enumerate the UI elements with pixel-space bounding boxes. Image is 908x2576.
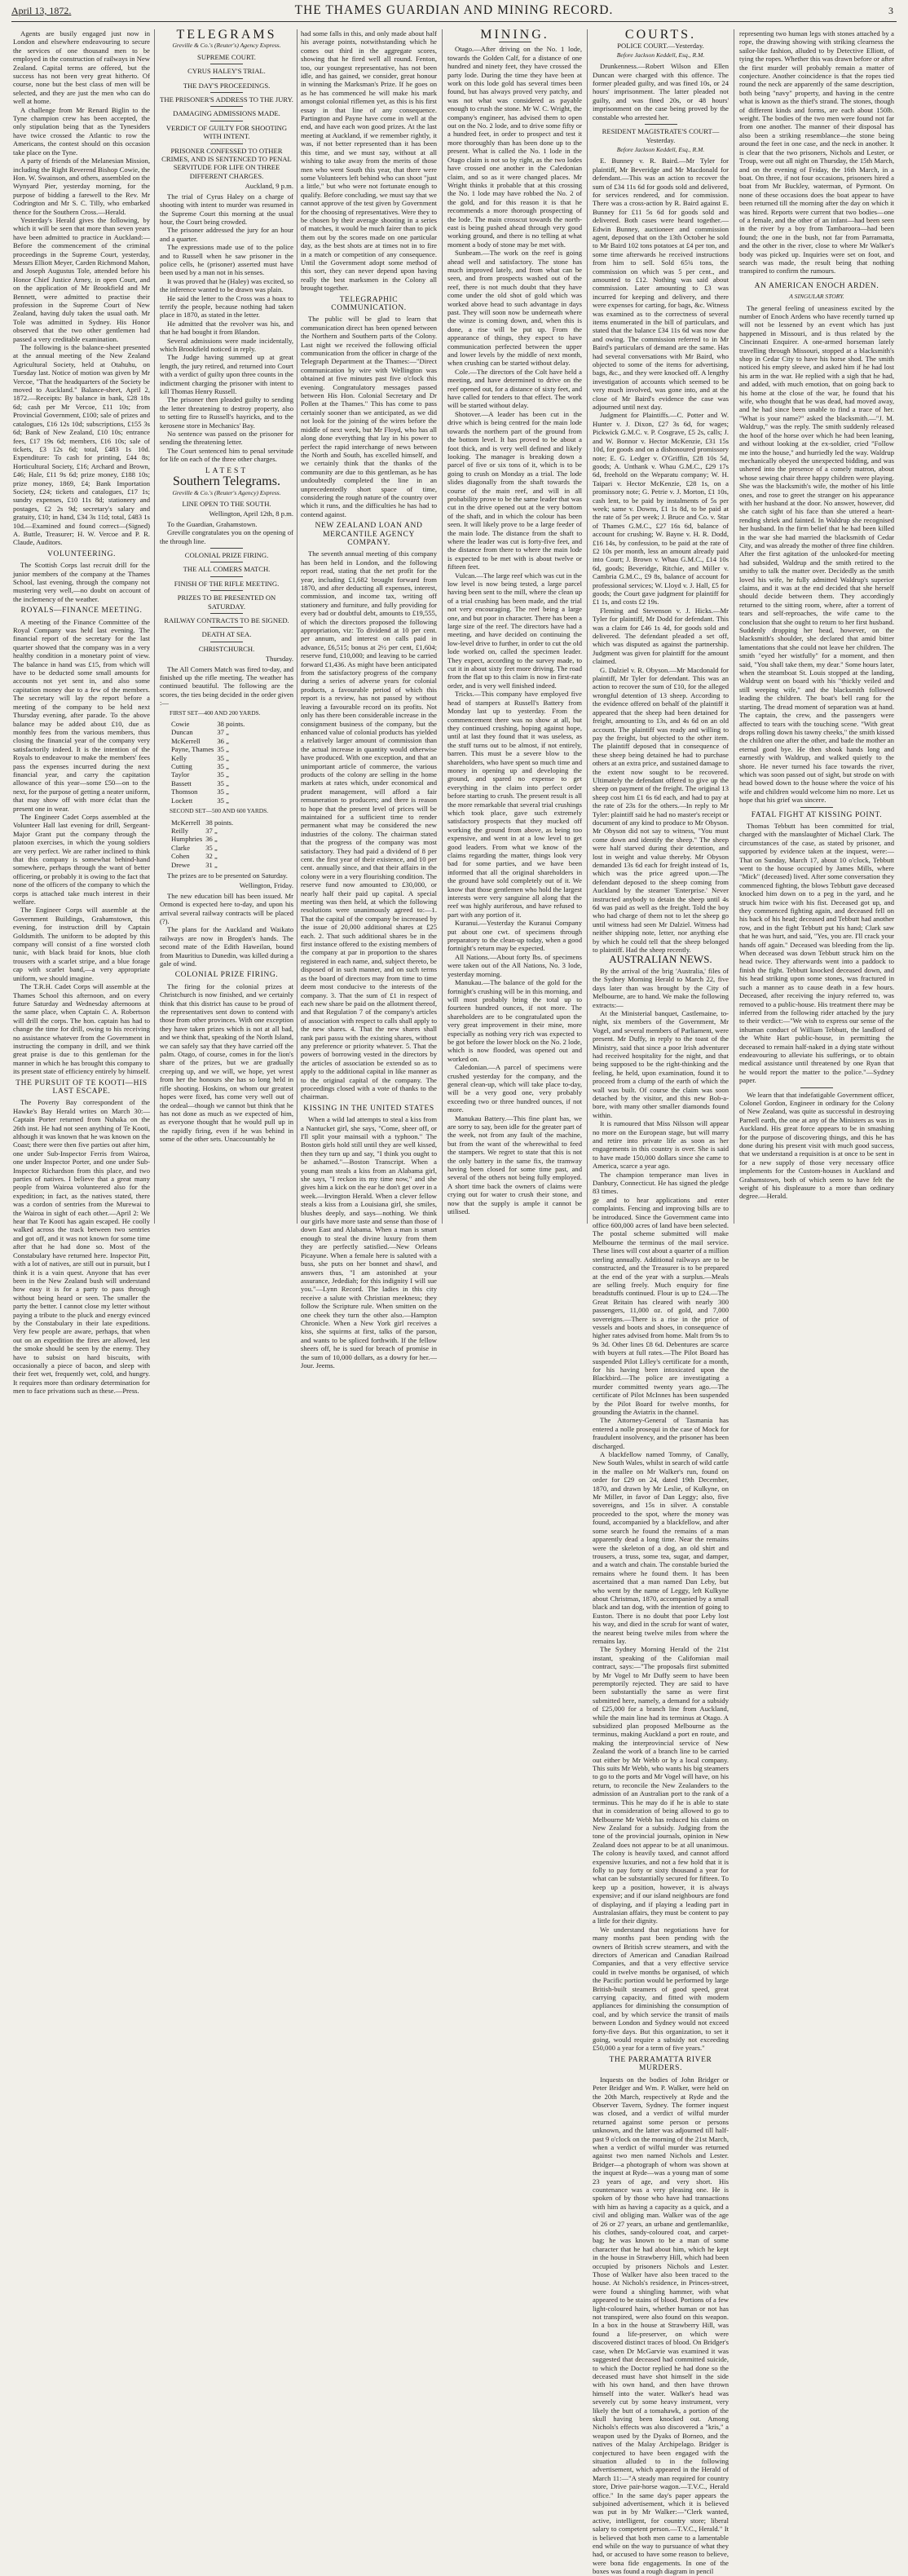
- subheading: CHRISTCHURCH.: [198, 644, 255, 653]
- shooter-name: McKerrell: [171, 818, 201, 827]
- subheading: THE ALL COMERS MATCH.: [183, 565, 271, 574]
- paragraph: The expressions made use of to the police and to Russell when he saw prisoner in the police cells, he (prisoner) asserted must have been used by a man not in his senses.: [160, 243, 293, 277]
- subheading: THE PRISONER'S ADDRESS TO THE JURY.: [160, 95, 293, 104]
- scores-table-first-set: [171, 720, 248, 805]
- paragraph: We learn that that indefatigable Government officer, Colonel Gordon, Engineer in ordinary for the Colony of New Zealand, was quite as successful in destroying Parnell earth, the one at any of the Ministers as was in Auckland. His great force appears to be in smashing for the purpose of discovering things, and this he has done during his present visit with much good success, that we understand a requisition is at once to be sent in for a new supply of those very necessary office implements for the Custom-houses in Auckland and Grahamstown, both of which seem to have felt the weight of his displeasure to a more than ordinary degree.—Herald.: [739, 1090, 894, 1201]
- paragraph: Manukau.—The balance of the gold for the fortnight's crushing will be in this morning, and will most probably bring the total up to fourteen hundred ounces, if not more. The shareholders are to be congratulated upon the very great improvement in their mine, more especially as nothing very rich was expected to be got before the lower block on the No. 2 lode, which is now flooded, was opened out and worked on.: [447, 978, 582, 1063]
- paragraph: Caledonian.—A parcel of specimens were crushed yesterday for the company, and the general clean-up, which will take place to-day, will be a very good one, very probably exceeding two or three hundred ounces, if not more.: [447, 1063, 582, 1114]
- subheading: VERDICT OF GUILTY FOR SHOOTING WITH INTENT.: [165, 123, 288, 141]
- short-rule: [210, 613, 243, 614]
- shooter-name: Kelly: [171, 753, 187, 762]
- paragraph: We understand that negotiations have for many months past been pending with the owners of British screw steamers, and with the directors of American and Canadian Railroad Companies, and that a very effective service could in twelve months be organised, of which the Pacific portion would be performed by large British-built steamers of good speed, great carrying capacity, and fitted with modern appliances for diminishing the consumption of coal, and by which service the transit of mails between London and Sydney would not exceed forty-five days. But this organization, to set it going, would require a subsidy not exceeding £50,000 a year for a term of five years.": [593, 1925, 729, 2053]
- shooter-score: 35 „: [217, 779, 229, 787]
- paragraph: Cole.—The directors of the Colt have held a meeting, and have determined to drive on the reef opened out, for a distance of sixty feet, and have called for tenders to that effect. The work will be started without delay.: [447, 367, 582, 410]
- paragraph: A party of friends of the Melanesian Mission, including the Right Reverend Bishop Cowie, the Hon. W. Swainson, and others, assembled on the Wynyard Pier, yesterday morning, for the purpose of bidding a farewell to the Rev. Mr Codrington and Mr S. C. Tilly, who embarked thence for the Southern Cross.—Herald.: [13, 157, 150, 216]
- short-rule: [210, 590, 243, 591]
- paragraph: The general feeling of uneasiness excited by the number of Enoch Ardens who have recently turned up will not be lessened by an event which has just happened in Missouri, and is thus related by the Cincinnati Enquirer. A one-armed horseman lately travelling through Missouri, stopped at a blacksmith's shop in Cedar City to have his horse shod. The smith noticed his empty sleeve, and asked him if he had lost his arm in the war. He replied with a sigh that he had, and added, with much emotion, that on going back to his home at the close of the war, he found that his wife, who thought that he was dead, had moved away, and he had since been unable to find a trace of her. "What is your name?" asked the blacksmith.—"J. M. Waldrup," was the reply. The smith suddenly released the hoof of the horse over which he had been leaning, and without looking at the ex-soldier, cried "Follow me into the house," and hurriedly led the way. Waldrup mechanically obeyed the unexpected bidding, and was ushered into the presence of a comely matron, about whose sewing chair three happy children were playing. She was the blacksmith's wife, the mother of his little ones, and rose to greet the stranger on his appearance with her husband at the door. No answer, however, did she catch sight of his face than she uttered a heart-rending shriek and fainted. In Waldrup she recognised her husband. In the firm belief that he had been killed in the war she had married the blacksmith of Cedar City, and was already the mother of three fine children. After the first agitation of the unlooked-for meeting had subsided, Waldrup and the smith retired to the smithy to talk the matter over. Decidedly as the smith loved his wife, he fully admitted Waldrup's superior claims, and it was at the end decided that she herself should decide between them. They accordingly returned to the sitting room, where, after a torrent of tears and self-reproaches, the wife came to the conclusion that she ought to return to her first husband. Suddenly dropping her head, however, on the blacksmith's shoulder, she declared that amid bitter lamentations that she could not leave her children. The smith "eyed her wistfully" for a moment, and then said, "You shall take them, my dear." Some hours later, when the steamboat St. Louis stopped at the landing, Waldrup went on board with his "thickly veiled and still weeping wife," and the blacksmith followed leading the children. The boat's bell rang for the starting. The dread moment of separation was at hand. The captain, the crew, and the passengers were affected to tears with the touching scene. "With great drops rolling down his tawny cheeks," the smith kissed the children one after the other, and bade the mother an eternal good bye. He then shook hands long and earnestly with Waldrup, and walked quietly to the shore. He never turned his face towards the river, which was soon passed out of sight, but strode on with head bowed down to the house where the voice of his wife and children would welcome him no more. Let us hope that his grief was sincere.: [739, 303, 894, 805]
- score-row: [171, 861, 236, 869]
- column-4: [447, 29, 582, 1224]
- paragraph: The following is the balance-sheet presented at the annual meeting of the New Zealand Agricultural Society, held at Otahuhu, on Tuesday last. Notice of motion was given by Mr Vercoe, "That the headquarters of the Society be moved to Auckland." Balance-sheet, April 2, 1872.—Receipts: By balance in bank, £28 18s 6d; cash per Mr Vercoe, £11 10s; from Provincial Government, £100; sale of prizes and catalogues, £16 12s 10d; subscriptions, £155 3s 6d; Bank of New Zealand, £10 10s; entrance fees, £17 19s 6d; members, £16 10s; sale of tickets, £3 12s 6d; total, £483 1s 10d. Expenditure: To cash for printing, £44 8s; Horticultural Society, £16; Archard and Brown, £46; Hale, £11 9s 6d; prize money, £188 10s; prize money, 1869, £4; Bank Importation Society, £24; tickets and catalogues, £17 1s; sundry expenses, £10 11s 8d; stationery and postages, £2 2s 9d; secretary's salary and gratuity, £10; in hand, £34 3s 11d; total, £483 1s 10d.—Examined and found correct—(Signed) A. Buttle, Treasurer; H. W. Vercoe and P. R. Claude, Auditors.: [13, 343, 150, 547]
- column-rule: [297, 29, 298, 1224]
- section-title-australian-news: AUSTRALIAN NEWS.: [609, 953, 712, 966]
- paragraph: A meeting of the Finance Committee of the Royal Company was held last evening. The financial report of the secretary for the last quarter showed that the company was in a very healthy condition in a monetary point of view. The balance in hand was £15, from which will have to be deducted some small amounts for accounts not yet sent in, and also some capitation money due to a few of the members. The secretary will lay the report before a meeting of the company to be held next Thursday evening, after parade. To the above balance may be added about £10, due as monthly fees from the various members, thus closing the financial year of the company very satisfactorily indeed. It is the intention of the Royals to endeavour to make the members' fees pass the expenses incurred during the next financial year, and carry the capitation allowance of this year—some £50—on to the next, for the purpose of getting a neater uniform, that may show off with more éclat than the present one in wear.: [13, 617, 150, 813]
- paragraph: Kuranui.—Yesterday the Kuranui Company put about one cwt. of specimens through preparatory to the clean-up today, when a good fortnight's return may be expected.: [447, 919, 582, 953]
- magistrate-line: Before Jackson Keddell, Esq., R.M.: [616, 51, 705, 59]
- paragraph: He admitted that the revolver was his, and that he had bought it from Blandon.: [160, 319, 293, 337]
- section-title-courts: COURTS.: [624, 28, 697, 42]
- paragraph: It is rumoured that Miss Nilsson will appear no more on the European stage, but will marry and retire into private life as soon as her engagements in this country is over. She is said to have made 150,000 dollars since she came to America, scarce a year ago.: [593, 1119, 729, 1171]
- column-rule: [154, 29, 155, 1224]
- shooter-name: Drewe: [171, 860, 190, 869]
- shooter-score: 37 „: [217, 728, 229, 737]
- paragraph: A blackfellow named Tommy, of Canally, New South Wales, whilst in search of wild cattle in the mallee on Mr Walker's run, found on order for £29 on 24, dated 19th December, 1870, and drawn by Mr Leslie, of Kulkyne, on Mr Miller, in favor of Dan Leggy; also, five sovereigns, and 15s in silver. A constable proceeded to the spot, where the money was found, accompanied by a blackfellow, and after some search he found the remains of a man apparently dead a long time. Near the remains were the skeleton of a dog, an old shirt and trousers, a truss, some tea, sugar, and damper, and a watch and chain. The constable buried the remains where he found them. It has been ascertained that a man named Dan Leby, but who went by the name of Leggy, left Kulkyne about Christmas, 1870, accompanied by a small black and tan dog, with the intention of going to Euston. There is no doubt that poor Leby lost his way, and died in the scrub for want of water, the nearest being twelve miles from where the remains lay.: [593, 1450, 729, 1645]
- score-row: [171, 818, 236, 827]
- paragraph: No sentence was passed on the prisoner for sending the threatening letter.: [160, 430, 293, 447]
- shooter-score: 35 „: [217, 796, 229, 805]
- agency-line: Greville & Co.'s (Reuter's Agency) Express.: [172, 488, 281, 496]
- paragraph: The public will be glad to learn that communication direct has been opened between the Northern and Southern parts of the Colony. Last night we received the following official communication from the officer in charge of the Telegraph Department at the Thames:—"Direct communication by wire with Wellington was obtained at five minutes past five o'clock this evening. Congratulatory messages passed between His Hon. Colonial Secretary and Dr Pollen at the Thames." This has come to pass certainly sooner than we anticipated, as we did not look for the joining of the wires before the middle of next week, but Mr Floyd, who has all along done everything that lay in his power to perfect the rapid interchange of news between the North and South, has excelled himself, and we certainly think that the thanks of the community are due to this gentleman, as he has undoubtedly completed the line in an unprecedentedly short space of time, considering the rough nature of the country over which it runs, and the difficulties he has had to contend against.: [301, 315, 437, 518]
- shooter-name: Reilly: [171, 826, 189, 835]
- paragraph: The firing for the colonial prizes at Christchurch is now finished, and we certainly think that this district has cause to be proud of the representatives sent down to contend with those from other provinces. With one exception they have taken prizes which is not at all bad, and we think that, speaking of the North Island, we can safely say that they have carried off the palm. Otago, of course, comes in for the lion's share of the prizes, but we are gradually creeping up, and we will, we hope, yet wrest from her the honours she has so long held in rifle shooting. Hoskins, on whom our greatest hopes were fixed, has come very well out of the ordeal—though we cannot but think that he has not done as much as we expected of him, as everyone thought that he would pull up in the rapidly firing, even if he was behind in some of the other sets. Unaccountably he: [160, 981, 293, 1144]
- shooter-name: Bassett: [171, 779, 192, 787]
- shooter-score: 35 „: [205, 843, 218, 852]
- short-rule: [210, 92, 243, 93]
- paragraph: The Engineer Cadet Corps assembled at the Volunteer Hall last evening for drill, Sergeant-Major Grant put the company through the platoon exercises, in which the young soldiers are very perfect. We are rather inclined to think that this company is somewhat behind-hand somewhere, perhaps through the want of better officering, or probably it is owing to the fact that none of the officers of the company to which the corps is attached take much interest in their welfare.: [13, 812, 150, 906]
- dateline: Auckland, 9 p.m.: [245, 182, 293, 191]
- paragraph: The trial of Cyrus Haley on a charge of shooting with intent to murder was resumed in the Supreme Court this morning at the usual hour, the Court being crowded.: [160, 192, 293, 226]
- magistrate-line: Before Jackson Keddell, Esq., R.M.: [616, 145, 705, 153]
- column-3: [301, 29, 437, 1370]
- paragraph: Fleming and Stevenson v. J. Hicks.—Mr Tyler for plaintiff, Mr Dodd for defendant. This was a claim for £46 1s 4d, for goods sold and delivered. The defendant pleaded a set off, which was disputed as against the partnership. Judgment was given for plaintiff for the amount claimed.: [593, 606, 729, 666]
- score-row: [171, 745, 248, 753]
- page-number: 3: [888, 5, 893, 16]
- subheading: SUPREME COURT.: [197, 52, 256, 61]
- column-rule: [587, 29, 588, 1224]
- short-rule: [210, 78, 243, 79]
- paragraph: Sunbeam.—The work on the reef is going ahead well and satisfactory. The stone has much improved lately, and from what can be seen, and from prospects washed out of the reef, there is not much doubt that they have come under the old shot of gold which was worked above head to such advantage in days past. They will soon now be underneath where the winze is coming down, and, when this is done, a rise will be put up. From the appearance of things, they expect to have communication perfected between the upper and lower levels by the middle of next month, when crushing can be started without delay.: [447, 249, 582, 368]
- dateline: Wellington, Friday.: [239, 881, 293, 890]
- paragraph: The Engineer Corps will assemble at the Government Buildings, Grahamstown, this evening, for instruction drill by Captain Goldsmith. The uniform to be adopted by this company will consist of a fine worsted cloth tunic, with black braid for knots, blue cloth trousers with a scarlet stripe, and a blue forage cap with scarlet band,—a very appropriate uniform, we should imagine.: [13, 906, 150, 982]
- shooter-score: 35 „: [217, 753, 229, 762]
- paragraph: The champion temperance man lives in Danbury, Connecticut. He has signed the pledge 83 times.: [593, 1170, 729, 1196]
- paragraph: It was proved that he (Haley) was excited, so the inference wanted to be drawn was plain.: [160, 276, 293, 294]
- section-title-southern-telegrams: Southern Telegrams.: [173, 474, 280, 489]
- subheading: RAILWAY CONTRACTS TO BE SIGNED.: [164, 615, 289, 624]
- score-row: [171, 737, 248, 745]
- paragraph: The Poverty Bay correspondent of the Hawke's Bay Herald writes on March 30:—Captain Porter returned from Nuhaka on the 26th inst. He had not seen anything of Te Kooti, although it was known that he was known on the Coast; there were then five parties out after him, one under Sub-Inspector Ferris from Wairoa, one under Inspector Porter, and one under Sub-Inspector Richardson from this place, and two parties of natives. I believe that a great many people from Wairoa volunteered also for the expedition; in fact, as the natives stated, there was a cordon of sentries from the Murewai to the Wairoa in sight of each other.—April 2: We hear that Te Kooti has again escaped. He coolly walked across the track between two sentries and got off, and it was not known for some time after that he had done so. Most of the Constabulary have returned here. Inspector Pitt, with a lot of natives, are still out in pursuit, but I think it is a vain quest. Anyone that has ever been in the New Zealand bush will understand how easy it is for a party to pass through without being heard or seen. The smaller the party the better. I cannot close my letter without paying a tribute to the pluck and energy evinced by the Constabulary in their late expeditions. Very few people are aware, perhaps, that when out on an expedition the fires are allowed, lest the smoke should be seen by the enemy. They have to subsist on hard biscuits, with occasionally a piece of bacon, and sleep with their feet wet, frequently wet, cold, and hungry. It requires more than ordinary determination for men to face privations such as these.—Press.: [13, 1098, 150, 1396]
- shooter-name: Humphries: [171, 835, 203, 844]
- short-rule: [800, 278, 833, 279]
- column-1: [13, 29, 150, 1396]
- paragraph: The Scottish Corps last recruit drill for the junior members of the company at the Thames School, last evening, through the company not mustering very well,—no doubt on account of the inclemency of the weather.: [13, 561, 150, 603]
- dateline: Thursday.: [265, 655, 293, 664]
- paragraph: Vulcan.—The large reef which was cut in the low level is now being tested, a large parcel having been sent to the mill, where the clean up of a trial crushing has been made, and the trial not very encouraging. The reef being a large one, and but poor in character. There has been a large size of the reef. The directors have had a meeting, and have decided on continuing the low-level drive to further, in order to cut the old lode worked on, called the specimen leader. They expect, according to the survey made, to cut it in about sixty feet more driving. The road from the flat up to this claim is now in first-rate order, and is very well finished indeed.: [447, 571, 582, 690]
- dateline: Wellington, April 12th, 8 p.m.: [209, 509, 293, 518]
- shooter-name: Thomson: [171, 787, 198, 796]
- shooter-name: Cohen: [171, 852, 190, 861]
- section-heading: AN AMERICAN ENOCH ARDEN.: [754, 281, 879, 290]
- shooter-score: 35 „: [217, 770, 229, 779]
- shooter-score: 38 points.: [205, 818, 234, 827]
- score-row: [171, 762, 248, 770]
- shooter-name: Duncan: [171, 728, 193, 737]
- score-row: [171, 844, 236, 852]
- scores-heading: FIRST SET—400 AND 200 YARDS.: [170, 708, 261, 717]
- score-row: [171, 852, 236, 860]
- issue-date: April 13, 1872.: [11, 5, 72, 16]
- shooter-score: 36 „: [217, 736, 229, 745]
- subheading: DAMAGING ADMISSIONS MADE.: [173, 109, 280, 118]
- section-heading: LATEST: [205, 466, 249, 475]
- paragraph: The T.R.H. Cadet Corps will assemble at the Thames School this afternoon, and on every future Saturday and Wednesday afternoons at the same place, when Captain C. A. Robertson will drill the corps. The hon. captain has had to change the time for drill, owing to his receiving no assistance whatever from the Government in instructing the company in drill, and we think great praise is due to this gentleman for the manner in which he has brought this company to its present state of efficiency entirely by himself.: [13, 982, 150, 1076]
- column-6: [739, 29, 894, 1224]
- score-row: [171, 835, 236, 843]
- section-heading: NEW ZEALAND LOAN AND MERCANTILE AGENCY COMPANY.: [315, 522, 423, 547]
- section-heading: TELEGRAPHIC COMMUNICATION.: [331, 295, 407, 312]
- paragraph: G. Dalziel v. R. Obyson.—Mr Macdonald for plaintiff, Mr Tyler for defendant. This was an action to recover the sum of £10, for the alleged wrongful detention of 13 sheep. According to the evidence offered on behalf of the plaintiff it appeared that the sheep had been detained for freight, amounting to 13s, and 4s 6d on an old account. The plaintiff was ready and willing to pay the freight, but objected to the other item. The plaintiff deposed that in consequence of these sheep being detained he had to purchase others at an extra price, and sustained damage to the extent now sought to be recovered. Ultimately the defendant offered to give up the sheep on payment of the freight. The original 13 sheep cost him £1 6s 6d each, and had to pay at the rate of 23s for the others.—In reply to Mr Tyler: plaintiff said he had no master's receipt or document of any kind to produce to Mr Obyson. Mr Obyson did not say to witness, "You must come down and identify the sheep." The sheep were half starved during their detention, and lost in weight and value thereby. Mr Obyson demanded 13s 6d each for freight instead of 1s, which was the price agreed upon.—The defendant deposed to the sheep coming from Auckland by the steamer 'Enterprise.' Never instructed anybody to detain the sheep until 4s 6d was paid as well as the freight. Told the boy who had charge of them not to let the sheep go until witness had seen Mr Dalziel. Witness had neither shipping note, letter, nor anything else by which he could tell that the sheep belonged to plaintiff. Had the sheep recently.: [593, 665, 729, 955]
- subheading: PRISONER CONFESSED TO OTHER CRIMES, AND IS SENTENCED TO PENAL SERVITUDE FOR LIFE ON THREE DIFFERENT CHARGES.: [161, 146, 292, 180]
- shooter-score: 37 „: [205, 826, 218, 835]
- section-heading: ROYALS—FINANCE MEETING.: [20, 607, 143, 615]
- paragraph: Yesterday's Herald gives the following, by which it will be seen that more than seven years have been admitted to practice in Auckland:—Before the commencement of the criminal proceedings in the Supreme Court, yesterday, Messrs Elliott Meyer, Carden Richmond Mahon, and Joseph Augustus Tole, attended before his Honor Chief Justice Arney, in open Court, and on the application of Mr Brookfield and Mr Bennett, were admitted to practise their profession in the Supreme Court of New Zealand, having duly taken the usual oath. Mr Tole was admitted in Sydney. His Honor observed that the two other gentlemen had passed a very creditable examination.: [13, 215, 150, 343]
- score-row: [171, 728, 248, 736]
- paragraph: When a wild lad attempts to steal a kiss from a Nantucket girl, she says, "Come, sheer off, or I'll split your mainsail with a typhoon." The Boston girls hold still until they are well kissed, then they turn up and say, "I think you ought to be ashamed."—Boston Transcript. When a young man steals a kiss from an Alabama girl, she says, "I reckon its my time now," and she gives him a kick on the ear he don't get over in a week.—Irvington Herald. When a clever fellow steals a kiss from a Louisiana girl, she smiles, blushes deeply, and says—nothing. We think our girls have more taste and sense than those of down East and Alabama. When a man is smart enough to steal the divine luxury from them they are perfectly satisfied.—New Orleans Picayune. When a female here is saluted with a buss, she puts on her bonnet and shawl, and answers thus, "I am astonished at your assurance, Jedediah; for this indignity I will sue you."—Lynn Record. The ladies in this city receive a salute with Christian meekness; they follow the Scripture rule. When smitten on the one cheek they turn the other also.—Hampton Chronicle. When a New York girl receives a kiss, she squirms at first, talks of the parson, and wants to be spliced forthwith. If the fellow sheers off, he is sued for breach of promise in the sum of 10,000 dollars, as a dowry for her.—Jour. Jeems.: [301, 1115, 437, 1370]
- column-2: [160, 29, 293, 1224]
- subheading: LINE OPEN TO THE SOUTH.: [182, 499, 271, 508]
- paragraph: The prizes are to be presented on Saturday.: [167, 871, 288, 880]
- short-rule: [210, 548, 243, 549]
- short-rule: [210, 106, 243, 107]
- shooter-name: Payne, Thames: [171, 745, 214, 754]
- section-heading: VOLUNTEERING.: [46, 549, 117, 558]
- shooter-score: 32 „: [205, 852, 218, 861]
- short-rule: [800, 1087, 833, 1088]
- section-heading: FATAL FIGHT AT KISSING POINT.: [751, 810, 883, 819]
- section-title-mining: MINING.: [480, 28, 549, 42]
- section-heading: THE PURSUIT OF TE KOOTI—HIS LAST ESCAPE.: [15, 1078, 148, 1096]
- paragraph: Thomas Tebbutt has been committed for trial, charged with the manslaughter of Michael Clark. The circumstances of the case, as stated by prisoner, and supported by evidence taken at the inquest, were:—That on Sunday, March 17, about 10 o'clock, Tebbutt went to the house occupied by James Mills, where "Mick" (deceased) lived. After some conversation they commenced fighting, the blows Tebbutt gave deceased knocked him down on to a peg in the yard, and he struck him twice with his fist. Deceased got up, and they commenced fighting again, and deceased fell on his back of his head; deceased and Tebbutt had another row, and in the fight Tebbutt put his hand; Clark saw that he was hurt, and said, "Yes, you are. I'll crack your hands off again." Deceased was bleeding from the lip. When deceased was down Tebbutt struck him on the head twice. They afterwards went into a paddock to finish the fight. Tebbutt knocked deceased down, and his head striking upon some stones, was fractured in such a manner as to cause death in a few hours. Deceased, after receiving the injury referred to, was removed to a public-house. His treatment there may be inferred from the following rider attached by the jury to their verdict:—"We wish to express our sense of the inhuman conduct of William Tebbutt, the landlord of the White Hart public-house, in permitting the deceased to remain half-naked in a dying state without endeavouring to alleviate his sufferings, or to obtain medical assistance until threatened by one Ryan that he would report the matter to the police."—Sydney paper.: [739, 821, 894, 1085]
- paragraph: Several admissions were made incidentally, which Brookfield noticed in reply.: [160, 336, 293, 353]
- score-row: [171, 770, 248, 779]
- newspaper-title: THE THAMES GUARDIAN AND MINING RECORD.: [294, 3, 614, 17]
- shooter-name: Cowie: [171, 720, 190, 729]
- paragraph: The seventh annual meeting of this company has been held in London, and the following report read, stating that the net profit for the year, including £1,682 brought forward from 1870, and after deducting all expenses, interest, commission, and income tax, writing off stationery and furniture, and fully providing for every bad or doubtful debt, amounts to £19,555, of which the directors proposed the following appropriation, viz: To dividend at 10 per cent. per annum, and interest on calls paid in advance, £6,515; bonus at 2½ per cent, £1,604; reserve fund, £10,000; and leaving to be carried forward £1,436. As might have been anticipated from the satisfactory progress of the company during a series of adverse years for colonial products, a favourable period of which this report is a review, has not passed by without leaving a favourable record on its profits. Not only has there been considerable increase in the consignment business of the company, but the enhanced value of colonial products has yielded a relatively larger amount of commission than the actual increase in quantity would otherwise have produced. With one exception, and that an unimportant article of commerce, the various products of the colony are selling in the home markets at rates which, under economical and prudent management, will afford a fair remuneration to producers; and there is reason to hope that the present level of prices will be maintained for a sufficient time to render permanent what may be considered the new industries of the colony. The chairman stated that the progress of the company was most satisfactory. They had paid a dividend of 8 per cent. the first year of their existence, and 10 per cent. annually since, and that their affairs in the colony were in a very flourishing condition. The reserve fund now amounted to £30,000, or nearly half their paid up capital. A special meeting was then held, at which the following resolutions were unanimously agreed to:—1. That the capital of the company be increased by the issue of 20,000 additional shares at £25 each. 2. That such additional shares be in the first instance offered to the existing members of the company at par in proportion to the shares registered in each name, and, subject thereto, be disposed of in such manner, and on such terms as the board of directors may from time to time deem most conducive to the interests of the company. 3. That the sum of £1 in respect of each new share be paid on the allotment thereof, and that Regulation 7 of the company's articles of association with respect to calls shall apply to the new shares. 4. That the new shares shall rank pari passu with the existing shares, without any preference or priority whatever. 5. That the powers of borrowing vested in the directors by the articles of association be extended so as to apply to the additional capital in like manner as to the original capital of the company. The proceedings closed with a vote of thanks to the chairman.: [301, 549, 437, 1101]
- paragraph: Shotover.—A leader has been cut in the drive which is being centred for the main lode towards the northern part of the ground from the bottom level. It has proved to be about a foot thick, and is very well defined and likely looking. The manager is breaking down a parcel of five or six tons of it, which is to be going to crush on Monday as a trial. The lode slides diagonally from the shaft towards the course of the main reef, and will in all probability prove to be the same leader that was cut in the drive opened out at the very bottom of the shaft, and in which the colour has been seen. It will likely prove to be a large feeder of the main lode. The distance from the shaft to where the leader was cut is forty-five feet, and the distance from there to where the main lode is expected to be met with is about twelve or fifteen feet.: [447, 409, 582, 571]
- subheading: A SINGULAR STORY.: [789, 293, 844, 301]
- shooter-score: 36 „: [205, 835, 218, 844]
- paragraph: representing two human legs with stones attached by a rope, the drawing showing with striking clearness the sailor-like fashion, alluded to by Detective Elliott, of tying the ropes. Whether this was drawn before or after the first murder will probably remain a matter of conjecture. Another coincidence is that the ropes tied round the neck are apparently of the same description, both being "navy" property, and having in the centre what is known as the thief's strand. The stones, though of different kinds and forms, are each about 150lb. weight. The bodies of the two men were found not far from one another. The manner of their disposal has also been a striking resemblance—the stone being around the feet in one case, and the neck in another. It is clear that the two prisoners, Nichols and Lester, or Troup, were out all night on Thursday, the 15th March, and on the evening of Friday, the 16th March, in a boat. On three, if not four occasions, prisoners hired a boat from Mr Buckley, waterman, of Pyrmont. On none of these occasions does the boat appear to have been returned till the morning after the day on which it was hired. Reports were current that two bodies—one of a female, and the other of an infant—had been seen in the river by a boy from Tambaroora—had been found; the one in the bush, not far from Parramatta, and the other in the river, close to where Mr Walker's body was picked up. Inquiries were set on foot, and search was made, the result being that nothing transpired to confirm the rumours.: [739, 29, 894, 276]
- paragraph: had some falls in this, and only made about half his average points, notwithstanding which he comes out third in the aggregate scores, showing that he fired well all round. Fenton, too, our youngest representative, has not been idle, and has gained, we consider, great honour in winning the Marksman's Prize. If he goes on as he has commenced he will make his mark amongst colonial riflemen yet, as this is his first essay in that line of any consequence. Partington and Payne have come in well at the end, and have each won good prizes. At the last meeting at Auckland, if we remember rightly, it was, if not better represented than it has been this time, and we must say, without at all wishing to take away from the merits of those men who went South this year, that there were some Volunteers left behind who can shoot "just a little," but who were not fortunate enough to qualify. Before concluding, we must say that we cannot approve of the test given by Government for the choosing of representatives. Were they to be chosen by their average shooting in a series of matches, it would be much fairer than to pick them out by the scores made on one particular day, as the best shots are at times not in to fire in a match or competition of any consequence. Until the Government adopt some method of this sort, they can never depend upon having really the best marksmen in the Colony all brought together.: [301, 29, 437, 293]
- paragraph: Tricks.—This company have employed five head of stampers at Russell's Battery from Monday last up to yesterday. From the commencement there was no show at all, but they continued crushing, hoping against hope, until at last they found that it was useless, as the stuff turns out to be almost, if not entirely, barren. This must be a severe blow to the shareholders, who have spent so much time and money in opening up and developing the ground, and spared no expense to get everything in the claim into perfect order before starting to crush. The present result is all the more remarkable that several trial crushings which took place, gave such extremely satisfactory prospects that they mucked off working the ground from above, as being too expensive, and went in at a low level to get good leaders. From what we know of the claims regarding the matter, things look very bad for some parties, and we have been informed that all the original shareholders in the ground have sold completely out of it. We know that those gentlemen who hold the largest interests were very sanguine all along that the reef was highly auriferous, and have refused to part with any portion of it.: [447, 690, 582, 919]
- section-heading: COLONIAL PRIZE FIRING.: [174, 971, 279, 980]
- masthead: [11, 2, 897, 22]
- shooter-name: Taylor: [171, 770, 190, 779]
- short-rule: [645, 124, 677, 125]
- shooter-score: 38 points.: [217, 720, 245, 729]
- section-title-telegrams: TELEGRAMS: [176, 28, 277, 42]
- shooter-score: 31 „: [205, 860, 218, 869]
- paragraph: Greville congratulates you on the opening of the through line.: [160, 528, 293, 545]
- subheading: FINISH OF THE RIFLE MEETING.: [174, 579, 280, 588]
- paragraph: At the Ministerial banquet, Castlemaine, to-night, six members of the Government, Mr Vogel, and several members of Parliament, were present. Mr Duffy, in reply to the toast of the Ministry, said that since a poor Irish adventurer had received hospitality for the night, and that being supposed to be the right-thinking and the feeling, he held, upon examination, found it to proceed from a clump of the earth of which the wall was built. Of course the claim was soon detached by the visitor, and this new Bob-a-bore, with many other smaller diamonds found within.: [593, 1008, 729, 1119]
- paragraph: The All Comers Match was fired to-day, and finished up the rifle meeting. The weather has continued beautiful. The following are the scores, the ties being decided in the order given :—: [160, 664, 293, 708]
- short-rule: [210, 143, 243, 144]
- paragraph: Otago.—After driving on the No. 1 lode, towards the Golden Calf, for a distance of one hundred and ninety feet, they have crossed the party lode. During the time they have been at work on this lode gold has several times been found, but has always proved very patchy, and was not what was considered as payable enough to crush the stone. Mr W. C. Wright, the company's engineer, has advised them to open out on the No. 2 lode, and to drive some fifty or a hundred feet, in order to prospect and test it more thoroughly than has been done up to the present. What is called the No. 1 lode in the Otago claim is not so by right, as the two lodes have crossed one another in the Caledonian claim, and so as it were changed places. Mr Wright thinks it probable that at this crossing the No. 1 lode may have robbed the No. 2 of the gold, and for this reason it is that he recommends a more thorough prospecting of the lode. The main crosscut towards the north-east is being pushed ahead through very good working ground, and there is no telling at what moment a body of stone may be met with.: [447, 45, 582, 249]
- scores-heading: SECOND SET—500 AND 600 YARDS.: [170, 807, 269, 815]
- paragraph: Judgment for Plaintiffs.—C. Potter and W. Hunter v. J. Dixon, £27 3s 6d, for wages; Pickwick G.M.C. v. P. Cosgrave, £5 2s, calls; J. and W. Bonnor v. Hector McKenzie, £31 15s 10d, for goods and on a dishonoured promissory note; E. G. Ledger v. O'Griffin, £28 10s 5d, goods; A. Unthank v. Whau G.M.C., £29 17s 6d, freehold on the Weparatu company; W. H. Taipari v. Hector McKenzie, £28 1s, on a promissory note; G. Petrie v. J. Morton, £1 10s, cash lent, to be paid by instalments of 5s per week; same v. Downs, £1 1s 8d, to be paid at the rate of 5s per week; J. Bruce and Co. v. Star of Thames G.M.C., £27 16s 6d, balance of account for crushing; W. Bayne v. H. R. Dodd, £16 14s, by confession, to be paid at the rate of £2 10s per month, less an amount already paid into Court; J. Brown v. Whau G.M.C., £14 10s 6d, goods; Beveridge, Ritchie, and Miller v. Cambria G.M.C., £9 8s, balance of account for professional services; W. Lloyd v. J. Hall, £5 for goods; the Court gave judgment for plaintiff for £1 1s, and costs £2 19s.: [593, 411, 729, 607]
- subheading: PRIZES TO BE PRESENTED ON SATURDAY.: [177, 593, 276, 611]
- subheading: POLICE COURT.—Yesterday.: [617, 42, 704, 51]
- paragraph: The Sydney Morning Herald of the 21st instant, speaking of the Californian mail contract, says:—"The proposals first submitted by Mr Vogel to Mr Duffy seem to have been peremptorily rejected. They are said to have been substantially the same as were first submitted here, namely, a demand for a subsidy of £25,000 for a branch line from Auckland, while the main line had its terminus at Otago. A subsidized plan proposed Melbourne as the terminus, making Auckland a port en route, and making the interprovincial service of New Zealand the work of a branch line to be carried out either by Mr Webb or by a local company. This suits Mr Webb, who wants his big steamers to go to the ports and Mr Vogel will have, on his return, to reconcile the New Zealanders to the admission of an Australian port to the rank of a terminus. This he may do if he is able to state that in consideration of being allowed to go to Melbourne Mr Webb has reduced his claims on New Zealand for a subsidy. Judging from the tone of the provincial journals, opinion in New Zealand does not appear to be at all unanimous. The colony is heavily taxed, and cannot afford expensive luxuries, and not a few hold that it is folly to pay forty or sixty thousand a year for what can be substantially secured for fifteen. To keep up a position, however, it is always expensive; and if our island neighbours are fond of displaying, and if playing a leading part in Australasian affairs, they must be content to pay a little for their dignity.: [593, 1645, 729, 1925]
- score-row: [171, 787, 248, 796]
- paragraph: By the arrival of the brig 'Australia,' files of the Sydney Morning Herald to March 22, five days later than was brought by the City of Melbourne, are to hand. We make the following extracts:—: [593, 966, 729, 1009]
- paragraph: He said the letter to the Cross was a hoax to terrify the people, because nothing had taken place in 1870, as stated in the letter.: [160, 293, 293, 320]
- shooter-score: 35 „: [217, 787, 229, 796]
- paragraph: The prisoner then pleaded guilty to sending the letter threatening to destroy property, also to setting fire to Russell's hayricks, and to the kerosene store in Mechanics' Bay.: [160, 395, 293, 430]
- score-row: [171, 796, 248, 805]
- paragraph: All Nations.—About forty lbs. of specimens were taken out of the All Nations, No. 3 lode, yesterday morning.: [447, 952, 582, 978]
- paragraph: The plans for the Auckland and Waikato railways are now in Brogden's hands. The second mate of the Edith Haweilan, bound from Mauritius to Dunedin, was killed during a gale of wind.: [160, 925, 293, 968]
- score-row: [171, 779, 248, 787]
- paragraph: ge and to hear applications and enter complaints. Fencing and improving bills are to be introduced. Since the Government came into office 600,000 acres of land have been selected. The postal scheme submitted will make Melbourne the terminus of the mail service. These lines will cost about a quarter of a million sterling annually. Additional railways are to be constructed, and the Treasurer is to be prepared at the end of the year with a surplus.—Meals are selling freely. Much enquiry for fine breadstuffs continued. Flour is up to £24.—The Great Britain has cleared with nearly 300 passengers, 11,000 oz. of gold, and 7,000 sovereigns.—There is a rise in the price of vessels and boots and shoes, in consequence of higher rates advised from home. Malt from 9s to 9s 3d. Other lines £8 6d. Debentures are scarce with buyers at full rates.—The Pilot Board has suspended Pilot Lilley's certificate for a month, for his having been intoxicated upon the Blackbird.—The police are investigating a murder committed twenty years ago.—The certificate of Pilot McInnes has been suspended by the Pilot Board for twelve months, for grounding the Aviatrix in the channel.: [593, 1195, 729, 1416]
- paragraph: The Attorney-General of Tasmania has entered a nolle prosequi in the case of Mock for fraudulent insolvency, and the prisoner has been discharged.: [593, 1416, 729, 1450]
- subheading: RESIDENT MAGISTRATE'S COURT—: [602, 127, 720, 136]
- paragraph: E. Bunney v. R. Baird.—Mr Tyler for plaintiff, Mr Beveridge and Mr Macdonald for defendant.—This was an action to recover the sum of £34 11s 6d for goods sold and delivered, for services rendered, and for commission. There was a cross-action by R. Baird against E. Bunney for £11 5s 6d for goods sold and delivered. Both cases were heard together.—Edwin Bunney, auctioneer and commission agent, deposed that on the 13th October he sold to Mr Baird 102 tons potatoes at £4 per ton, and some time afterwards he received instructions from him to sell. Sold 65¾ tons, the commission on which was 5 per cent., and amounted to £12. Nothing was said about commission. Later amounting to £3 was incurred for keeping and delivery, and there were expenses for carting, for bags, &c. Witness was examined as to the correctness of several items enumerated in the bill of particulars, and stated that the balance £34 11s 6d was now due and owing. The commission referred to in Mr Baird's particulars of demand are the same. Has had several conversations with Mr Baird, who objected to some of the items for advertising, bags, &c., and they were knocked off. A lengthy investigation of accounts which seemed to be very much involved, was gone into, and at the close of Mr Baird's evidence the case was adjourned until next day.: [593, 157, 729, 412]
- subheading: Yesterday.: [646, 136, 676, 145]
- short-rule: [210, 627, 243, 628]
- paragraph: Manukau Battery.—This fine plant has, we are sorry to say, been idle for the greater part of the week, not from any fault of the machine, but from the want of the wherewithal to feed the stampers. We regret to state that this is not the only battery in the same fix, the tramway having been closed for some time past, and several of the others not being fully employed. A short time back the owners of claims were crying out for water to crush their stone, and now that the supply is ample it cannot be utilised.: [447, 1114, 582, 1216]
- shooter-score: 35 „: [217, 762, 229, 771]
- score-row: [171, 754, 248, 762]
- section-heading: KISSING IN THE UNITED STATES: [303, 1104, 434, 1113]
- column-rule: [442, 29, 443, 1224]
- shooter-score: 35 „: [217, 745, 229, 754]
- paragraph: The Judge having summed up at great length, the jury retired, and returned into Court with a verdict of guilty upon three counts in the indictment charging the prisoner with intent to kill Thomas Henry Russell.: [160, 353, 293, 396]
- paragraph: To the Guardian, Grahamstown.: [167, 519, 258, 528]
- subheading: THE DAY'S PROCEEDINGS.: [183, 81, 271, 90]
- shooter-name: Cutting: [171, 762, 192, 771]
- subheading: COLONIAL PRIZE FIRING.: [184, 550, 269, 559]
- subheading: CYRUS HALEY'S TRIAL.: [187, 67, 266, 76]
- shooter-name: McKerrell: [171, 736, 201, 745]
- score-row: [171, 720, 248, 728]
- paragraph: Agents are busily engaged just now in London and elsewhere endeavouring to secure the services of one thousand men to be employed in the construction of railways in New Zealand. Capital terms are offered, but the success has not been very great hitherto. Of course, none but the best class of men will be selected, and they are just the men who can do well at home.: [13, 29, 150, 106]
- shooter-name: Lockett: [171, 796, 193, 805]
- shooter-name: Clarke: [171, 843, 190, 852]
- section-heading: THE PARRAMATTA RIVER MURDERS.: [609, 2055, 712, 2073]
- short-rule: [210, 576, 243, 577]
- scores-table-second-set: [171, 818, 236, 869]
- agency-line: Greville & Co.'s (Reuter's) Agency Express.: [172, 42, 281, 50]
- paragraph: Inquests on the bodies of John Bridger or Peter Bridger and Wm. P. Walker, were held on the 20th March, respectively at Ryde and the Observer Tavern, Sydney. The former inquest was closed, and a verdict of wilful murder returned against some person or persons unknown, and the latter was adjourned till half-past 9 o'clock on the morning of the 21st March, when a verdict of wilful murder was returned against two men named Nichols and Lester. Bridger—a photograph of whom was shown at the inquest at Ryde—was a young man of some 23 years of age, and very short. His countenance was a very pleasing one. He is spoken of by those who have had transactions with him as having a capacity as a quick, and a civil and obliging man. Walker was of the age of 26 or 27 years, an urbane and gentlemanlike, his clothes, sandy-coloured coat, and carpet-bag; he was known to be a man of some character that he had about him, which he kept in the house in Strawberry Hill, which had been occupied by prisoners Nichols and Lester. Those of Walker have also been traced to the house. At Nichols's residence, in Princes-street, were found a shingling hammer, with what appeared to be stains of blood. Portions of a few light-coloured hairs, whether human or not has not transpired, were also found on this weapon. In a box in the house at Strawberry Hill, was found a life-preserver, on which were discovered distinct traces of blood. On Bridger's case, when Dr McGarvie was examined it was suggested that deceased had committed suicide, to which the Doctor replied he had done so the deceased must have shot himself in the side with his own hand, and then have thrown himself into the water. Walker's head was severely cut by some heavy instrument, very likely the butt of a tomahawk, a portion of the skull having been knocked out. Among Nichols's effects was also discovered a "kris," a weapon used by the Dyaks of Borneo, and the natives of the Malay Archipelago. Bridger is conjectured to have been engaged with the situation alluded to in the following advertisement, which appeared in the Herald of March 11:—"A steady man required for country store, Drive pair-horse wagon.—T.V.C., Herald office." In the same day's paper appears the subjoined advertisement, which it is believed was put in by Mr Walker:—"Clerk wanted, active, intelligent, for country store; liberal salary to competent person.—T.V.C., Herald." It is believed that both men came to a lamentable end while on the way to pursuance of what they had, or accused to have some reason to believe, were bona fide engagements. In one of the boxes was found a rough diagram in pencil: [593, 2075, 729, 2576]
- paragraph: A challenge from Mr Renard Biglin to the Tyne champion crew has been accepted, the only stipulation being that as the Tynesiders have twice crossed the Atlantic to row the Americans, the contest should on this occasion take place on the Tyne.: [13, 105, 150, 157]
- subheading: DEATH AT SEA.: [201, 630, 252, 639]
- paragraph: The Court sentenced him to penal servitude for life on each of the three other charges.: [160, 446, 293, 464]
- paragraph: The new education bill has been issued. Mr Ormond is expected here to-day, and upon his arrival several railway contracts will be placed (?).: [160, 891, 293, 925]
- short-rule: [800, 807, 833, 808]
- column-5: [593, 28, 729, 2576]
- paragraph: The prisoner addressed the jury for an hour and a quarter.: [160, 226, 293, 243]
- paragraph: Drunkenness.—Robert Wilson and Ellen Duncan were charged with this offence. The former pleaded guilty, and was fined 10s, or 24 hours' imprisonment. The latter pleaded not guilty, and was fined 20s, or 48 hours' imprisonment on the case being proved by the constable who arrested her.: [593, 62, 729, 121]
- score-row: [171, 827, 236, 835]
